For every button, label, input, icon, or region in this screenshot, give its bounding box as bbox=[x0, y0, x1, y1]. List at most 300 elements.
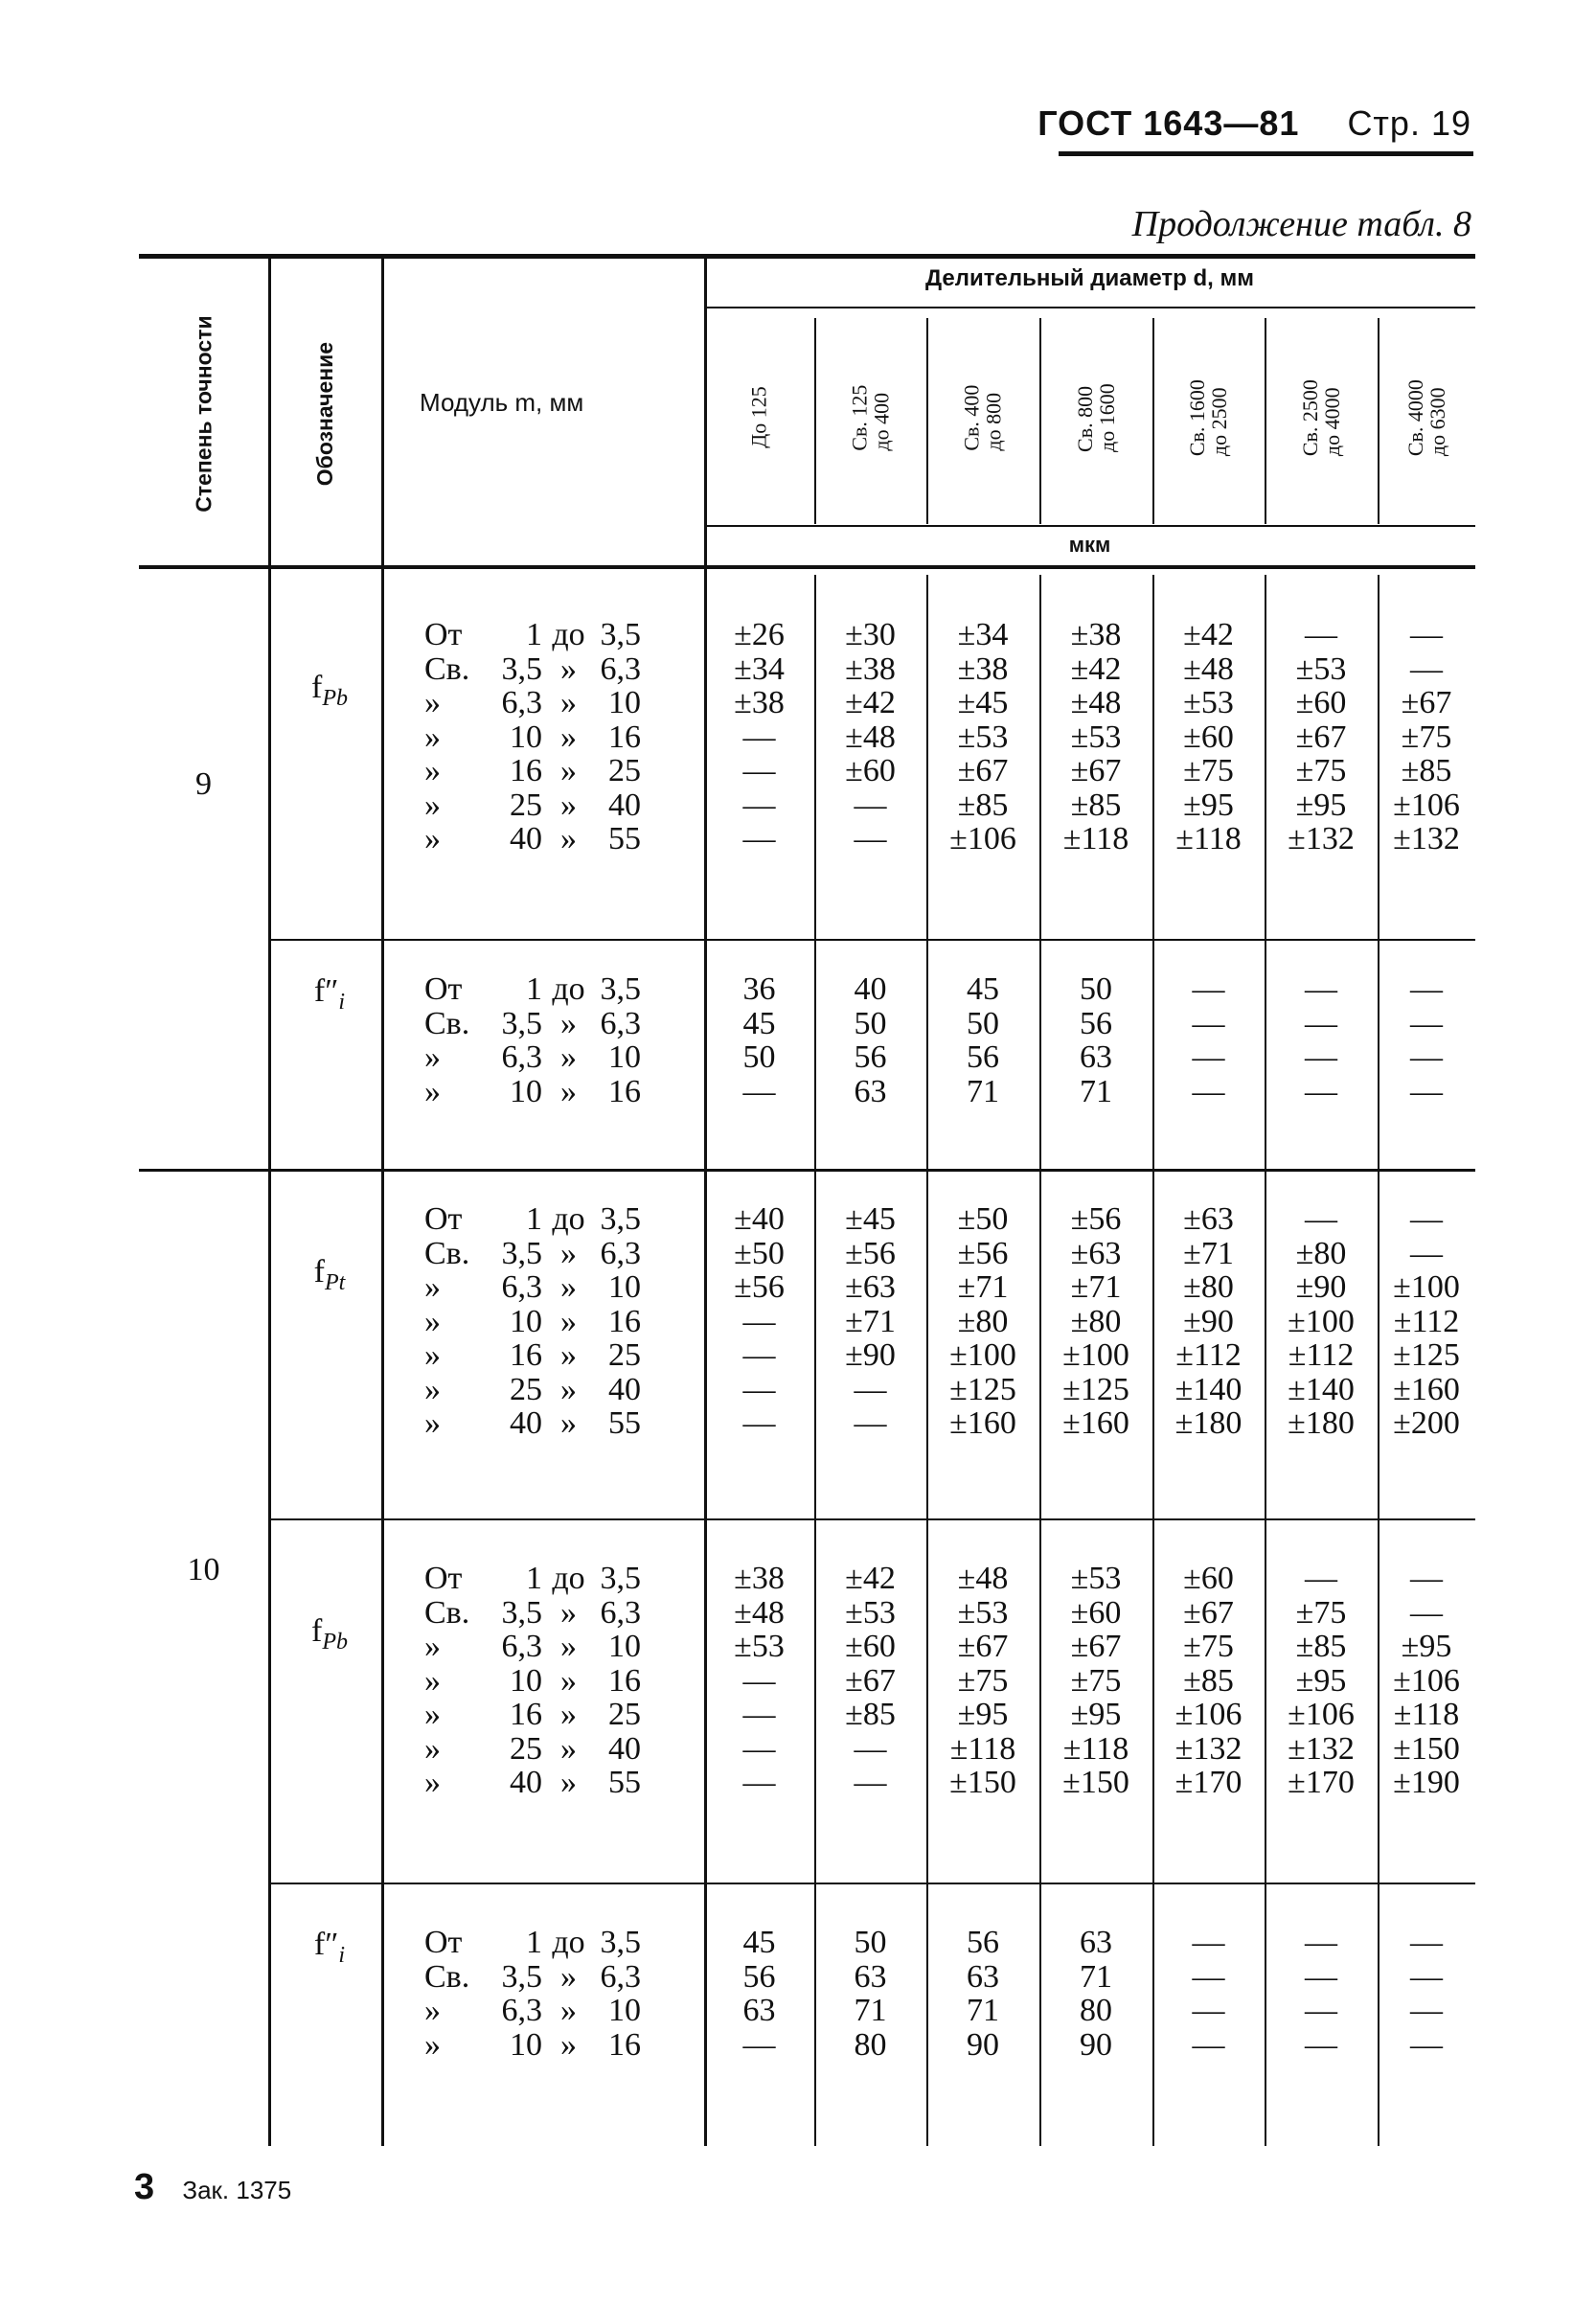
tolerance-value: ±75 bbox=[1295, 753, 1347, 788]
tolerance-value: ±95 bbox=[1295, 787, 1347, 823]
tolerance-value: — bbox=[1410, 1958, 1443, 1995]
module-from-prefix: От bbox=[424, 1925, 463, 1960]
diameter-range-label: Св. 400 до 800 bbox=[959, 384, 1006, 451]
module-to-prefix: » bbox=[560, 2026, 577, 2063]
module-range-row bbox=[424, 1338, 641, 1373]
module-to-value: 40 bbox=[608, 787, 641, 823]
tolerance-value: — bbox=[854, 1371, 887, 1407]
tolerance-value: ±150 bbox=[1393, 1730, 1460, 1767]
tolerance-value: ±170 bbox=[1174, 1765, 1243, 1800]
value-column bbox=[926, 1562, 1039, 1800]
tolerance-value: — bbox=[742, 1303, 776, 1339]
module-from-prefix: » bbox=[424, 787, 441, 823]
tolerance-value: ±48 bbox=[1183, 650, 1234, 687]
tolerance-value: ±160 bbox=[949, 1405, 1016, 1441]
tolerance-value: 45 bbox=[742, 1925, 776, 1960]
module-to-value: 16 bbox=[608, 719, 641, 755]
tolerance-value: — bbox=[742, 821, 776, 856]
module-from-prefix: » bbox=[424, 1993, 441, 2028]
tolerance-value: ±132 bbox=[1288, 821, 1355, 856]
value-column bbox=[926, 972, 1039, 1108]
tolerance-value: — bbox=[742, 2026, 776, 2063]
module-from-value: 3,5 bbox=[501, 1594, 542, 1631]
tolerance-value: ±95 bbox=[1183, 787, 1234, 823]
value-column bbox=[1265, 618, 1378, 856]
tolerance-value: — bbox=[1305, 1039, 1337, 1075]
tolerance-value: 63 bbox=[742, 1993, 776, 2028]
module-to-prefix: до bbox=[552, 1925, 585, 1960]
module-to-value: 10 bbox=[608, 1993, 641, 2028]
value-column bbox=[814, 1202, 926, 1441]
module-from-value: 3,5 bbox=[501, 1958, 542, 1995]
diameter-range-6 bbox=[1265, 311, 1378, 524]
tolerance-value: — bbox=[742, 719, 776, 755]
tolerance-value: ±95 bbox=[1401, 1629, 1452, 1664]
tolerance-value: — bbox=[742, 1371, 776, 1407]
diameter-range-4 bbox=[1039, 311, 1152, 524]
module-from-value: 1 bbox=[526, 1561, 542, 1596]
tolerance-value: ±95 bbox=[1295, 1662, 1347, 1699]
module-to-value: 6,3 bbox=[600, 650, 641, 687]
value-column bbox=[1265, 1926, 1378, 2062]
tolerance-value: — bbox=[1305, 1005, 1337, 1041]
module-range-row bbox=[424, 1994, 641, 2028]
tolerance-value: ±67 bbox=[1401, 685, 1452, 720]
value-column bbox=[1152, 1926, 1265, 2062]
module-range-row bbox=[424, 1007, 641, 1041]
tolerance-value: ±95 bbox=[957, 1697, 1009, 1732]
tolerance-value: ±53 bbox=[957, 719, 1009, 755]
module-to-value: 10 bbox=[608, 1269, 641, 1305]
module-range-row bbox=[424, 2028, 641, 2063]
tolerance-value: ±180 bbox=[1174, 1405, 1243, 1441]
diameter-range-label: Св. 4000 до 6300 bbox=[1402, 378, 1449, 457]
module-range-row bbox=[424, 686, 641, 720]
module-from-value: 6,3 bbox=[501, 685, 542, 720]
tolerance-value: 56 bbox=[854, 1039, 887, 1075]
module-from-prefix: Св. bbox=[424, 1235, 470, 1271]
tolerance-value: — bbox=[1305, 2026, 1337, 2063]
tolerance-value: ±170 bbox=[1288, 1765, 1355, 1800]
module-from-prefix: » bbox=[424, 719, 441, 755]
tolerance-value: 71 bbox=[967, 1073, 999, 1109]
order-number: Зак. 1375 bbox=[182, 2176, 292, 2204]
module-to-prefix: до bbox=[552, 971, 585, 1007]
module-list bbox=[424, 1202, 641, 1441]
module-to-prefix: » bbox=[560, 1629, 577, 1664]
tolerance-value: ±53 bbox=[1070, 1561, 1122, 1596]
module-to-value: 25 bbox=[608, 1697, 641, 1732]
tolerance-value: — bbox=[1305, 617, 1337, 652]
tolerance-value: ±67 bbox=[1070, 1629, 1122, 1664]
tolerance-value: ±160 bbox=[1062, 1405, 1129, 1441]
header-bottom-rule bbox=[139, 565, 1475, 569]
tolerance-value: — bbox=[742, 1405, 776, 1441]
page-footer bbox=[134, 2167, 291, 2208]
module-to-prefix: » bbox=[560, 1269, 577, 1305]
module-to-prefix: » bbox=[560, 821, 577, 856]
module-range-row bbox=[424, 788, 641, 823]
tolerance-value: 80 bbox=[854, 2026, 887, 2063]
module-from-prefix: » bbox=[424, 1269, 441, 1305]
module-to-prefix: до bbox=[552, 1561, 585, 1596]
tolerance-value: ±48 bbox=[957, 1561, 1009, 1596]
tolerance-value: — bbox=[854, 787, 887, 823]
tolerance-value: ±67 bbox=[1295, 719, 1347, 755]
module-from-prefix: » bbox=[424, 1337, 441, 1373]
tolerance-value: ±100 bbox=[1393, 1269, 1460, 1305]
tolerance-value: — bbox=[742, 753, 776, 788]
tolerance-value: — bbox=[1410, 1005, 1443, 1041]
tolerance-value: ±200 bbox=[1393, 1405, 1460, 1441]
value-column bbox=[1378, 1926, 1475, 2062]
value-column bbox=[1039, 1202, 1152, 1441]
module-to-value: 55 bbox=[608, 1405, 641, 1441]
tolerance-value: — bbox=[1305, 1925, 1337, 1960]
diameter-range-label: Св. 125 до 400 bbox=[847, 384, 894, 451]
module-to-prefix: » bbox=[560, 685, 577, 720]
tolerance-value: ±112 bbox=[1288, 1337, 1355, 1373]
tolerance-value: ±56 bbox=[1070, 1201, 1122, 1237]
tolerance-value: — bbox=[742, 1073, 776, 1109]
tolerance-value: ±85 bbox=[1401, 753, 1452, 788]
tolerance-value: — bbox=[742, 1730, 776, 1767]
module-to-value: 6,3 bbox=[600, 1958, 641, 1995]
diameter-range-label: До 125 bbox=[746, 386, 771, 449]
module-from-prefix: » bbox=[424, 1662, 441, 1699]
module-to-prefix: » bbox=[560, 650, 577, 687]
tolerance-value: 63 bbox=[854, 1073, 887, 1109]
tolerance-value: 80 bbox=[1080, 1993, 1112, 2028]
tolerance-value: — bbox=[1410, 617, 1443, 652]
value-column bbox=[704, 972, 814, 1108]
tolerance-value: 56 bbox=[967, 1925, 999, 1960]
tolerance-value: — bbox=[1410, 1594, 1443, 1631]
module-list bbox=[424, 1926, 641, 2062]
diameter-range-2 bbox=[814, 311, 926, 524]
module-to-value: 10 bbox=[608, 685, 641, 720]
module-from-value: 40 bbox=[510, 1405, 542, 1441]
value-column bbox=[1039, 1562, 1152, 1800]
tolerance-value: ±38 bbox=[957, 650, 1009, 687]
diameter-range-label: Св. 2500 до 4000 bbox=[1297, 378, 1344, 457]
tolerance-value: ±118 bbox=[949, 1730, 1016, 1767]
tolerance-value: ±53 bbox=[1183, 685, 1234, 720]
tolerance-value: ±106 bbox=[949, 821, 1016, 856]
value-column bbox=[926, 618, 1039, 856]
tolerance-value: ±80 bbox=[1183, 1269, 1234, 1305]
tolerance-value: ±71 bbox=[1070, 1269, 1122, 1305]
module-to-prefix: до bbox=[552, 617, 585, 652]
module-from-prefix: От bbox=[424, 971, 463, 1007]
tolerance-value: ±140 bbox=[1288, 1371, 1355, 1407]
tolerance-value: ±80 bbox=[1070, 1303, 1122, 1339]
tolerance-value: ±53 bbox=[1295, 650, 1347, 687]
module-from-prefix: » bbox=[424, 1405, 441, 1441]
tolerance-value: ±48 bbox=[845, 719, 896, 755]
unit-label: мкм bbox=[1068, 533, 1111, 557]
module-range-row bbox=[424, 1562, 641, 1596]
table-top-rule bbox=[139, 254, 1475, 259]
header-rule bbox=[1059, 151, 1473, 156]
tolerance-value: ±45 bbox=[957, 685, 1009, 720]
module-to-value: 3,5 bbox=[600, 617, 641, 652]
tolerance-value: ±53 bbox=[957, 1594, 1009, 1631]
tolerance-value: ±90 bbox=[1295, 1269, 1347, 1305]
module-range-row bbox=[424, 822, 641, 856]
module-to-value: 55 bbox=[608, 1765, 641, 1800]
tolerance-value: — bbox=[1410, 1925, 1443, 1960]
module-to-value: 6,3 bbox=[600, 1005, 641, 1041]
tolerance-value: 45 bbox=[967, 971, 999, 1007]
module-from-prefix: От bbox=[424, 1561, 463, 1596]
tolerance-value: — bbox=[1192, 1993, 1225, 2028]
tolerance-value: — bbox=[1192, 1925, 1225, 1960]
designation-symbol: $f''_i$ bbox=[313, 1927, 346, 1968]
tolerance-value: ±132 bbox=[1288, 1730, 1355, 1767]
tolerance-value: 50 bbox=[967, 1005, 999, 1041]
module-from-prefix: » bbox=[424, 821, 441, 856]
tolerance-value: ±75 bbox=[1183, 1629, 1234, 1664]
tolerance-value: ±106 bbox=[1288, 1697, 1355, 1732]
tolerance-value: ±53 bbox=[734, 1629, 785, 1664]
tolerance-value: ±50 bbox=[734, 1235, 785, 1271]
tolerance-value: ±34 bbox=[734, 650, 785, 687]
module-from-prefix: » bbox=[424, 1765, 441, 1800]
module-from-value: 10 bbox=[510, 1073, 542, 1109]
tolerance-value: ±90 bbox=[1183, 1303, 1234, 1339]
module-to-value: 55 bbox=[608, 821, 641, 856]
unit-row-rule bbox=[704, 525, 1475, 527]
tolerance-value: 56 bbox=[742, 1958, 776, 1995]
tolerance-value: — bbox=[742, 1697, 776, 1732]
module-to-prefix: » bbox=[560, 1405, 577, 1441]
tolerance-value: ±112 bbox=[1175, 1337, 1242, 1373]
tolerance-value: 50 bbox=[854, 1925, 887, 1960]
grade-header: Степень точности bbox=[191, 315, 217, 513]
tolerance-value: ±60 bbox=[845, 753, 896, 788]
tolerance-value: — bbox=[1410, 1039, 1443, 1075]
tolerance-value: ±125 bbox=[1393, 1337, 1460, 1373]
tolerance-value: 40 bbox=[854, 971, 887, 1007]
value-column bbox=[1152, 1202, 1265, 1441]
value-column bbox=[1039, 618, 1152, 856]
tolerance-value: ±60 bbox=[1070, 1594, 1122, 1631]
value-column bbox=[814, 972, 926, 1108]
module-to-value: 40 bbox=[608, 1371, 641, 1407]
module-from-value: 3,5 bbox=[501, 650, 542, 687]
value-column bbox=[926, 1926, 1039, 2062]
module-to-prefix: » bbox=[560, 753, 577, 788]
tolerance-value: ±60 bbox=[1183, 1561, 1234, 1596]
module-to-prefix: » bbox=[560, 1993, 577, 2028]
module-to-value: 6,3 bbox=[600, 1235, 641, 1271]
tolerance-value: 56 bbox=[1080, 1005, 1112, 1041]
module-to-value: 16 bbox=[608, 1303, 641, 1339]
tolerance-value: — bbox=[1305, 971, 1337, 1007]
value-column bbox=[704, 1926, 814, 2062]
value-column bbox=[1152, 972, 1265, 1108]
tolerance-value: 90 bbox=[967, 2026, 999, 2063]
tolerance-value: 63 bbox=[1080, 1039, 1112, 1075]
module-to-prefix: » bbox=[560, 719, 577, 755]
block-separator-rule bbox=[268, 1518, 1475, 1520]
module-from-prefix: » bbox=[424, 753, 441, 788]
tolerance-value: 50 bbox=[854, 1005, 887, 1041]
tolerance-value: ±85 bbox=[1070, 787, 1122, 823]
module-from-value: 25 bbox=[510, 1371, 542, 1407]
module-from-prefix: » bbox=[424, 1629, 441, 1664]
module-range-row bbox=[424, 1630, 641, 1664]
tolerance-value: 63 bbox=[854, 1958, 887, 1995]
tolerance-value: — bbox=[1305, 1993, 1337, 2028]
tolerance-value: — bbox=[1305, 1561, 1337, 1596]
module-to-prefix: » bbox=[560, 1697, 577, 1732]
tolerance-value: ±106 bbox=[1174, 1697, 1243, 1732]
module-to-prefix: » bbox=[560, 787, 577, 823]
tolerance-value: ±106 bbox=[1393, 1662, 1460, 1699]
module-from-prefix: » bbox=[424, 2026, 441, 2063]
module-from-prefix: Св. bbox=[424, 650, 470, 687]
module-from-value: 6,3 bbox=[501, 1039, 542, 1075]
tolerance-value: ±80 bbox=[957, 1303, 1009, 1339]
module-to-prefix: » bbox=[560, 1662, 577, 1699]
module-to-value: 40 bbox=[608, 1730, 641, 1767]
tolerance-value: ±180 bbox=[1288, 1405, 1355, 1441]
value-column bbox=[1152, 618, 1265, 856]
tolerance-value: ±190 bbox=[1393, 1765, 1460, 1800]
module-range-row bbox=[424, 720, 641, 755]
designation-symbol: $f_{Pb}$ bbox=[311, 1613, 348, 1655]
value-column bbox=[814, 618, 926, 856]
tolerance-value: — bbox=[742, 1765, 776, 1800]
module-header: Модуль m, мм bbox=[420, 388, 584, 417]
value-column bbox=[704, 1202, 814, 1441]
tolerance-value: ±125 bbox=[949, 1371, 1016, 1407]
tolerance-value: ±85 bbox=[845, 1697, 896, 1732]
grade-separator-rule bbox=[139, 1169, 1475, 1172]
grade-value: 10 bbox=[187, 1552, 220, 1587]
module-range-row bbox=[424, 1237, 641, 1271]
tolerance-value: — bbox=[1305, 1073, 1337, 1109]
module-to-value: 16 bbox=[608, 2026, 641, 2063]
tolerance-value: — bbox=[854, 1730, 887, 1767]
module-from-prefix: От bbox=[424, 617, 463, 652]
module-from-value: 10 bbox=[510, 2026, 542, 2063]
module-to-prefix: » bbox=[560, 1958, 577, 1995]
module-to-prefix: » bbox=[560, 1303, 577, 1339]
tolerance-value: ±100 bbox=[1288, 1303, 1355, 1339]
tolerance-value: ±45 bbox=[845, 1201, 896, 1237]
value-column bbox=[1378, 1202, 1475, 1441]
tolerance-value: ±34 bbox=[957, 617, 1009, 652]
tolerance-value: ±63 bbox=[1070, 1235, 1122, 1271]
tolerance-value: ±56 bbox=[845, 1235, 896, 1271]
module-from-value: 6,3 bbox=[501, 1269, 542, 1305]
tolerance-value: — bbox=[1305, 1201, 1337, 1237]
module-range-row bbox=[424, 1698, 641, 1732]
module-from-value: 16 bbox=[510, 1697, 542, 1732]
tolerance-value: ±95 bbox=[1070, 1697, 1122, 1732]
module-range-row bbox=[424, 1075, 641, 1109]
tolerance-value: 63 bbox=[967, 1958, 999, 1995]
module-to-value: 25 bbox=[608, 1337, 641, 1373]
value-column bbox=[814, 1926, 926, 2062]
module-to-prefix: » bbox=[560, 1371, 577, 1407]
module-to-value: 6,3 bbox=[600, 1594, 641, 1631]
tolerance-value: ±75 bbox=[1401, 719, 1452, 755]
grade-value: 9 bbox=[195, 766, 212, 802]
grade-col-divider bbox=[268, 254, 271, 2146]
designation-symbol: $f''_i$ bbox=[313, 973, 346, 1015]
module-from-value: 16 bbox=[510, 753, 542, 788]
tolerance-value: ±150 bbox=[949, 1765, 1016, 1800]
tolerance-value: ±80 bbox=[1295, 1235, 1347, 1271]
tolerance-value: — bbox=[854, 1765, 887, 1800]
module-from-prefix: » bbox=[424, 1697, 441, 1732]
module-to-value: 10 bbox=[608, 1629, 641, 1664]
module-from-prefix: » bbox=[424, 1730, 441, 1767]
value-column bbox=[704, 1562, 814, 1800]
tolerance-value: ±100 bbox=[1062, 1337, 1129, 1373]
tolerance-value: ±67 bbox=[1183, 1594, 1234, 1631]
module-from-prefix: » bbox=[424, 1039, 441, 1075]
module-from-prefix: » bbox=[424, 1073, 441, 1109]
module-to-value: 10 bbox=[608, 1039, 641, 1075]
value-column bbox=[1378, 972, 1475, 1108]
module-range-row bbox=[424, 1040, 641, 1075]
tolerance-value: ±112 bbox=[1393, 1303, 1460, 1339]
value-column bbox=[814, 1562, 926, 1800]
tolerance-value: — bbox=[1410, 1235, 1443, 1271]
tolerance-value: — bbox=[1192, 1039, 1225, 1075]
tolerance-value: ±125 bbox=[1062, 1371, 1129, 1407]
module-to-prefix: » bbox=[560, 1730, 577, 1767]
tolerance-value: — bbox=[1192, 971, 1225, 1007]
module-from-prefix: » bbox=[424, 1371, 441, 1407]
tolerance-value: ±67 bbox=[957, 753, 1009, 788]
tolerance-value: ±48 bbox=[1070, 685, 1122, 720]
tolerance-value: — bbox=[742, 1662, 776, 1699]
value-column bbox=[1265, 1562, 1378, 1800]
tolerance-value: — bbox=[1410, 1201, 1443, 1237]
tolerance-value: — bbox=[742, 1337, 776, 1373]
module-list bbox=[424, 618, 641, 856]
tolerance-value: ±150 bbox=[1062, 1765, 1129, 1800]
module-range-row bbox=[424, 1270, 641, 1305]
value-column bbox=[1265, 972, 1378, 1108]
module-from-value: 1 bbox=[526, 1925, 542, 1960]
tolerance-value: ±75 bbox=[1070, 1662, 1122, 1699]
value-column bbox=[926, 1202, 1039, 1441]
tolerance-value: ±38 bbox=[734, 685, 785, 720]
module-from-value: 3,5 bbox=[501, 1005, 542, 1041]
tolerance-value: ±71 bbox=[1183, 1235, 1234, 1271]
sheet-number: 3 bbox=[134, 2167, 155, 2207]
tolerance-value: ±60 bbox=[1183, 719, 1234, 755]
tolerance-value: — bbox=[1305, 1958, 1337, 1995]
module-from-value: 10 bbox=[510, 719, 542, 755]
module-from-value: 16 bbox=[510, 1337, 542, 1373]
grade-header-cell bbox=[139, 263, 268, 565]
tolerance-value: — bbox=[1410, 971, 1443, 1007]
module-from-value: 1 bbox=[526, 1201, 542, 1237]
module-from-value: 25 bbox=[510, 787, 542, 823]
module-from-value: 40 bbox=[510, 1765, 542, 1800]
diameter-range-label: Св. 800 до 1600 bbox=[1072, 383, 1119, 452]
module-list bbox=[424, 972, 641, 1108]
tolerance-value: — bbox=[854, 1405, 887, 1441]
